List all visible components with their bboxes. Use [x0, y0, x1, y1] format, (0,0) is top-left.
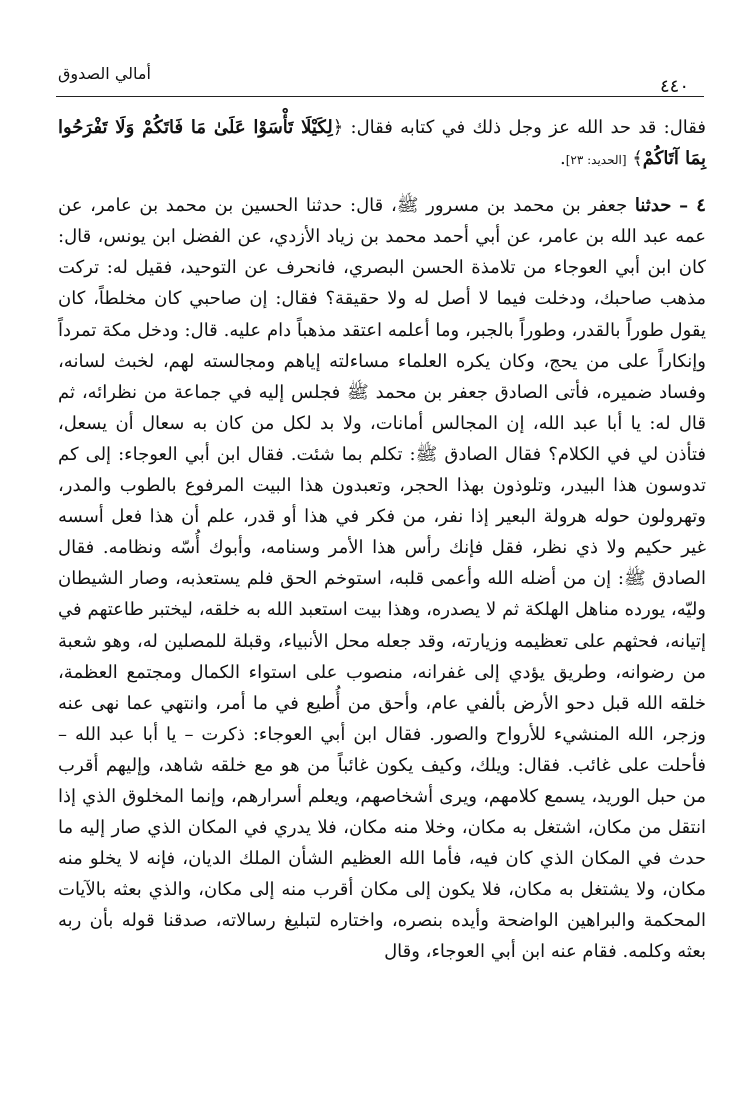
intro-end-mark: . [559, 148, 566, 170]
quote-close-bracket: ﴾ [632, 148, 643, 170]
header-divider [56, 96, 704, 97]
hadith-number: ٤ – [679, 195, 706, 217]
hadith-text: جعفر بن محمد بن مسرور ﷺ، قال: حدثنا الحسين بن محمد بن عامر، عن عمه عبد الله بن عامر، عن أبي أحمد محمد بن زياد الأزدي، عن الفضل ابن يونس، قال: كان ابن أبي العوجاء من تلامذة الحسن البصري، فانحرف عن التوحيد، فقيل له: تركت مذهب صاحبك، ودخلت فيما لا أصل له ولا حقيقة؟ فقال: إن صاحبي كان مخلطاً، كان يقول طوراً بالقدر، وطوراً بالجبر، وما أعلمه اعتقد مذهباً دام عليه. قال: ودخل مكة تمرداً وإنكاراً على من يحج، وكان يكره العلماء مساءلته إياهم ومجالسته لهم، لخبث لسانه، وفساد ضميره، فأتى الصادق جعفر بن محمد ﷺ فجلس إليه في جماعة من نظرائه، ثم قال له: يا أبا عبد الله، إن المجالس أمانات، ولا بد لكل من كان به سعال أن يسعل، فتأذن لي في الكلام؟ فقال الصادق ﷺ: تكلم بما شئت. فقال ابن أبي العوجاء: إلى كم تدوسون هذا البيدر، وتلوذون بهذا الحجر، وتعبدون هذا البيت المرفوع بالطوب والمدر، وتهرولون حوله هرولة البعير إذا نفر، من فكر في هذا أو قدر، علم أن هذا فعل أسسه غير حكيم ولا ذي نظر، فقل فإنك رأس هذا الأمر وسنامه، وأبوك أُسّه ونظامه. فقال الصادق ﷺ: إن من أضله الله وأعمى قلبه، استوخم الحق فلم يستعذبه، وصار الشيطان وليّه، يورده مناهل الهلكة ثم لا يصدره، وهذا بيت استعبد الله به خلقه، ليختبر طاعتهم في إتيانه، فحثهم على تعظيمه وزيارته، وقد جعله محل الأنبياء، وقبلة للمصلين له، وهو شعبة من رضوانه، وطريق يؤدي إلى غفرانه، منصوب على استواء الكمال ومجتمع العظمة، خلقه الله قبل دحو الأرض بألفي عام، وأحق من أُطيع في ما أمر، وانتهي عما نهى عنه وزجر، الله المنشيء للأرواح والصور. فقال ابن أبي العوجاء: ذكرت – يا أبا عبد الله – فأحلت على غائب. فقال: ويلك، وكيف يكون غائباً من هو مع خلقه شاهد، وإليهم أقرب من حبل الوريد، يسمع كلامهم، ويرى أشخاصهم، ويعلم أسرارهم، وإنما المخلوق الذي إذا انتقل من مكان، اشتغل به مكان، وخلا منه مكان، فلا يدري في المكان الذي صار إليه ما حدث في المكان الذي كان فيه، فأما الله العظيم الشأن الملك الديان، فإنه لا يخلو منه مكان، ولا يشتغل به مكان، فلا يكون إلى مكان أقرب منه إلى مكان، والذي بعثه بالآيات المحكمة والبراهين الواضحة وأيده بنصره، واختاره لتبليغ رسالاته، صدقنا قوله بأن ربه بعثه وكلمه. فقام عنه ابن أبي العوجاء، وقال [58, 195, 706, 963]
paragraph-gap [58, 176, 706, 190]
verse-reference: [الحديد: ٢٣] [565, 153, 627, 168]
intro-paragraph [58, 112, 706, 176]
hadith-paragraph [58, 190, 706, 967]
intro-text: فقال: قد حد الله عز وجل ذلك في كتابه فقال: [343, 117, 706, 138]
page-number: ٤٤٠ [660, 76, 690, 97]
running-title: أمالي الصدوق [58, 64, 151, 83]
hadith-opening-word: حدثنا [634, 195, 672, 217]
quote-open-bracket: ﴿ [332, 117, 344, 138]
page-body [58, 112, 706, 968]
quran-quote: لِكَيْلَا تَأْسَوْا عَلَىٰ مَا فَاتَكُمْ وَلَا تَفْرَحُوا بِمَا آتَاكُمْ [58, 117, 706, 170]
